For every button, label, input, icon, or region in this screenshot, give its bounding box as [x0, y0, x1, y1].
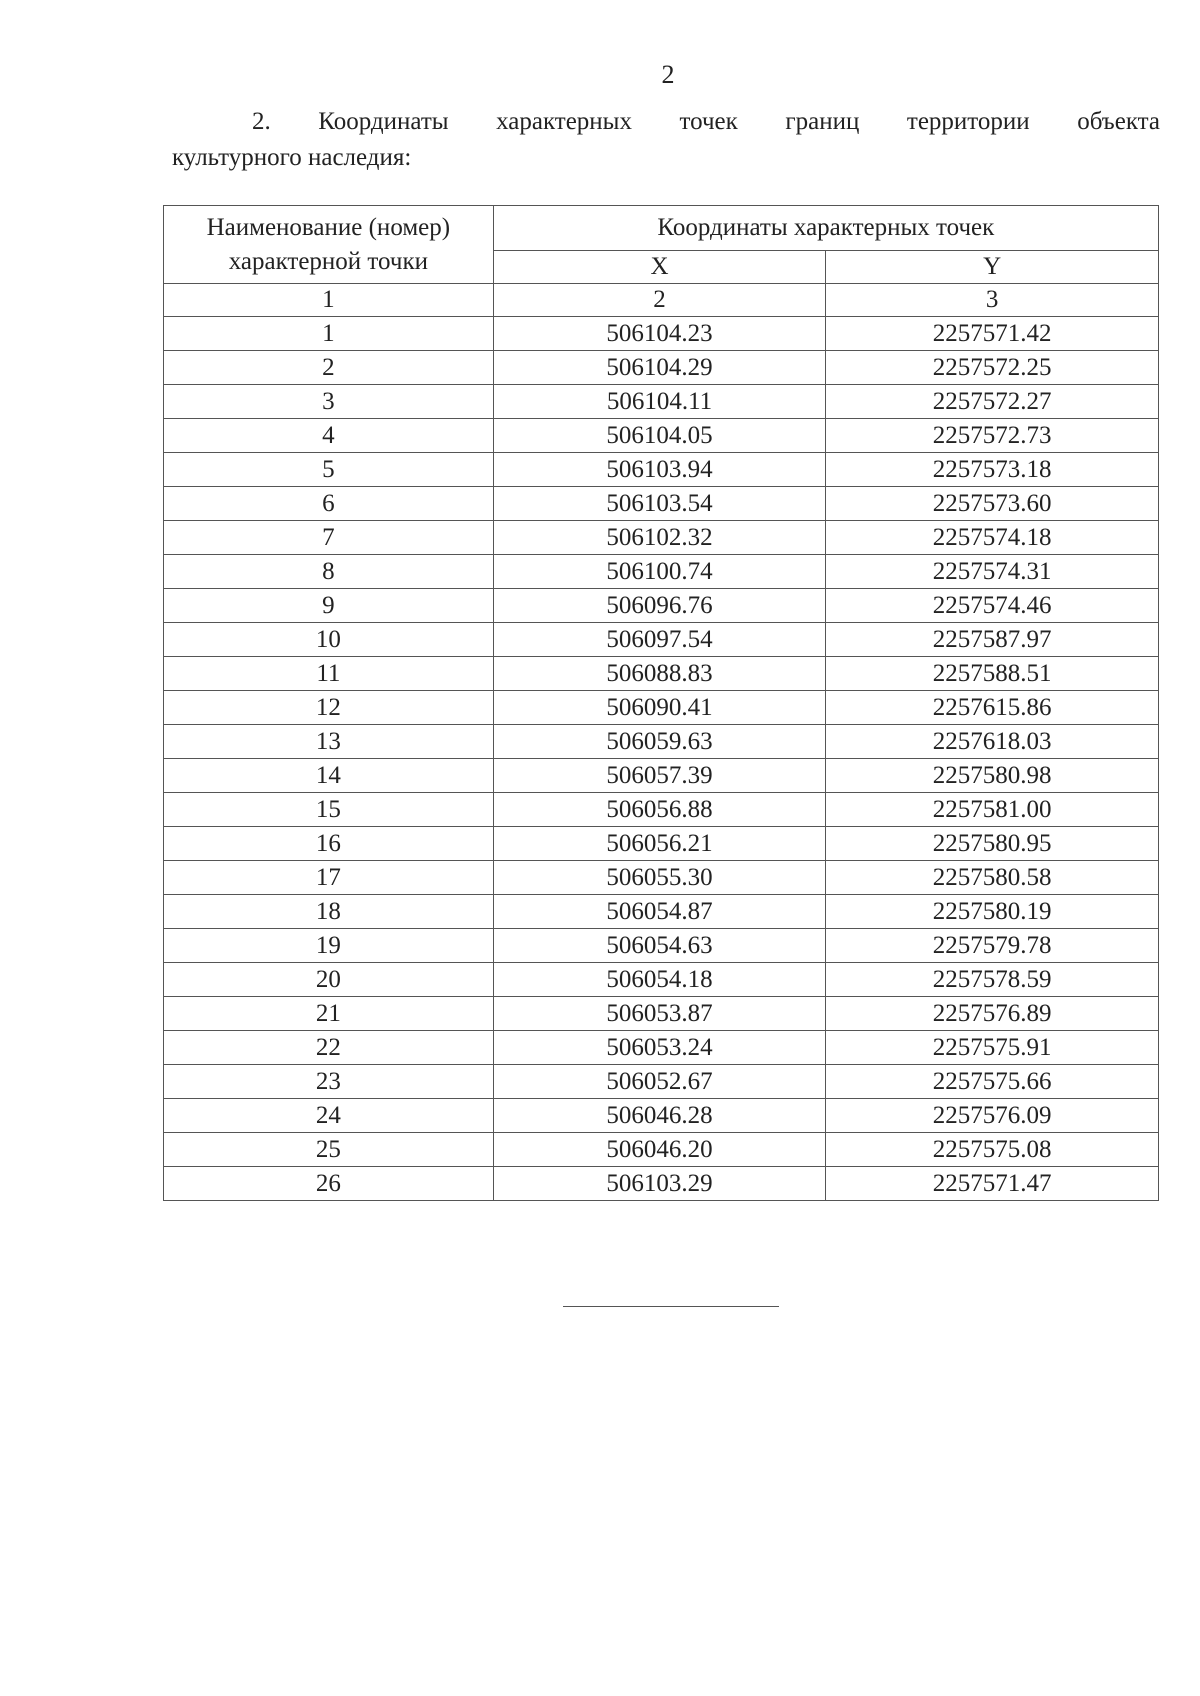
- point-number-cell: 19: [164, 929, 494, 963]
- x-coordinate-cell: 506102.32: [493, 521, 826, 555]
- point-number-cell: 17: [164, 861, 494, 895]
- end-divider-line: [563, 1306, 779, 1307]
- heading-word: точек: [679, 108, 738, 135]
- y-coordinate-cell: 2257580.98: [826, 759, 1159, 793]
- point-number-cell: 21: [164, 997, 494, 1031]
- table-row: [164, 793, 1159, 827]
- x-header: X: [493, 251, 826, 284]
- y-coordinate-cell: 2257588.51: [826, 657, 1159, 691]
- x-coordinate-cell: 506088.83: [493, 657, 826, 691]
- heading-word: границ: [785, 108, 860, 135]
- x-coordinate-cell: 506053.87: [493, 997, 826, 1031]
- y-coordinate-cell: 2257578.59: [826, 963, 1159, 997]
- x-coordinate-cell: 506054.63: [493, 929, 826, 963]
- table-row: [164, 725, 1159, 759]
- point-number-cell: 23: [164, 1065, 494, 1099]
- y-coordinate-cell: 2257575.08: [826, 1133, 1159, 1167]
- x-coordinate-cell: 506052.67: [493, 1065, 826, 1099]
- x-coordinate-cell: 506056.21: [493, 827, 826, 861]
- column-number-1: 1: [164, 284, 494, 317]
- table-row: [164, 1031, 1159, 1065]
- table-row: [164, 419, 1159, 453]
- x-coordinate-cell: 506046.28: [493, 1099, 826, 1133]
- table-row: [164, 317, 1159, 351]
- point-number-cell: 14: [164, 759, 494, 793]
- table-row: [164, 827, 1159, 861]
- y-coordinate-cell: 2257571.47: [826, 1167, 1159, 1201]
- table-row: [164, 657, 1159, 691]
- point-number-cell: 8: [164, 555, 494, 589]
- point-number-cell: 13: [164, 725, 494, 759]
- y-coordinate-cell: 2257575.91: [826, 1031, 1159, 1065]
- heading-word: Координаты: [318, 108, 449, 135]
- table-row: [164, 1099, 1159, 1133]
- point-number-cell: 22: [164, 1031, 494, 1065]
- table-row: [164, 487, 1159, 521]
- y-coordinate-cell: 2257572.27: [826, 385, 1159, 419]
- x-coordinate-cell: 506103.29: [493, 1167, 826, 1201]
- y-coordinate-cell: 2257571.42: [826, 317, 1159, 351]
- table-row: [164, 1065, 1159, 1099]
- point-number-cell: 25: [164, 1133, 494, 1167]
- point-number-cell: 2: [164, 351, 494, 385]
- table-row: [164, 385, 1159, 419]
- y-coordinate-cell: 2257579.78: [826, 929, 1159, 963]
- point-number-cell: 9: [164, 589, 494, 623]
- table-row: [164, 895, 1159, 929]
- y-coordinate-cell: 2257576.09: [826, 1099, 1159, 1133]
- point-number-cell: 24: [164, 1099, 494, 1133]
- x-coordinate-cell: 506053.24: [493, 1031, 826, 1065]
- point-number-cell: 1: [164, 317, 494, 351]
- table-row: [164, 861, 1159, 895]
- x-coordinate-cell: 506104.23: [493, 317, 826, 351]
- x-coordinate-cell: 506100.74: [493, 555, 826, 589]
- x-coordinate-cell: 506054.87: [493, 895, 826, 929]
- table-row: [164, 963, 1159, 997]
- heading-line-2: культурного наследия:: [172, 144, 412, 171]
- y-coordinate-cell: 2257572.73: [826, 419, 1159, 453]
- y-coordinate-cell: 2257615.86: [826, 691, 1159, 725]
- x-coordinate-cell: 506056.88: [493, 793, 826, 827]
- point-number-cell: 3: [164, 385, 494, 419]
- y-coordinate-cell: 2257580.58: [826, 861, 1159, 895]
- x-coordinate-cell: 506054.18: [493, 963, 826, 997]
- x-coordinate-cell: 506057.39: [493, 759, 826, 793]
- x-coordinate-cell: 506055.30: [493, 861, 826, 895]
- coordinates-table-body: [164, 317, 1159, 1201]
- point-number-cell: 4: [164, 419, 494, 453]
- point-number-cell: 11: [164, 657, 494, 691]
- x-coordinate-cell: 506090.41: [493, 691, 826, 725]
- point-number-cell: 16: [164, 827, 494, 861]
- y-coordinate-cell: 2257580.95: [826, 827, 1159, 861]
- table-row: [164, 691, 1159, 725]
- y-coordinate-cell: 2257581.00: [826, 793, 1159, 827]
- table-row: [164, 623, 1159, 657]
- point-number-cell: 5: [164, 453, 494, 487]
- x-coordinate-cell: 506096.76: [493, 589, 826, 623]
- x-coordinate-cell: 506104.11: [493, 385, 826, 419]
- table-row: [164, 1133, 1159, 1167]
- y-coordinate-cell: 2257573.18: [826, 453, 1159, 487]
- point-name-header: Наименование (номер) характерной точки: [164, 206, 494, 284]
- x-coordinate-cell: 506103.94: [493, 453, 826, 487]
- point-number-cell: 20: [164, 963, 494, 997]
- column-number-3: 3: [826, 284, 1159, 317]
- y-coordinate-cell: 2257574.31: [826, 555, 1159, 589]
- point-number-cell: 15: [164, 793, 494, 827]
- y-coordinate-cell: 2257574.18: [826, 521, 1159, 555]
- column-number-2: 2: [493, 284, 826, 317]
- y-coordinate-cell: 2257580.19: [826, 895, 1159, 929]
- heading-word: территории: [906, 108, 1030, 135]
- y-coordinate-cell: 2257587.97: [826, 623, 1159, 657]
- point-number-cell: 6: [164, 487, 494, 521]
- point-number-cell: 26: [164, 1167, 494, 1201]
- x-coordinate-cell: 506103.54: [493, 487, 826, 521]
- x-coordinate-cell: 506046.20: [493, 1133, 826, 1167]
- table-row: [164, 759, 1159, 793]
- table-row: [164, 589, 1159, 623]
- y-coordinate-cell: 2257574.46: [826, 589, 1159, 623]
- x-coordinate-cell: 506104.29: [493, 351, 826, 385]
- point-number-cell: 7: [164, 521, 494, 555]
- x-coordinate-cell: 506097.54: [493, 623, 826, 657]
- coordinates-table: [163, 205, 1159, 1201]
- point-number-cell: 12: [164, 691, 494, 725]
- y-coordinate-cell: 2257573.60: [826, 487, 1159, 521]
- y-header: Y: [826, 251, 1159, 284]
- heading-word: объекта: [1077, 108, 1160, 135]
- y-coordinate-cell: 2257576.89: [826, 997, 1159, 1031]
- table-row: [164, 453, 1159, 487]
- x-coordinate-cell: 506104.05: [493, 419, 826, 453]
- table-row: [164, 555, 1159, 589]
- table-row: [164, 929, 1159, 963]
- heading-word: характерных: [496, 108, 632, 135]
- y-coordinate-cell: 2257618.03: [826, 725, 1159, 759]
- point-number-cell: 10: [164, 623, 494, 657]
- y-coordinate-cell: 2257575.66: [826, 1065, 1159, 1099]
- table-row: [164, 351, 1159, 385]
- table-row: [164, 997, 1159, 1031]
- table-row: [164, 521, 1159, 555]
- point-number-cell: 18: [164, 895, 494, 929]
- heading-line-1: [172, 104, 1160, 140]
- y-coordinate-cell: 2257572.25: [826, 351, 1159, 385]
- coordinates-header: Координаты характерных точек: [493, 206, 1158, 251]
- section-heading: [172, 104, 1160, 176]
- table-row: [164, 1167, 1159, 1201]
- x-coordinate-cell: 506059.63: [493, 725, 826, 759]
- page-number: 2: [661, 60, 675, 89]
- heading-word: 2.: [252, 108, 271, 135]
